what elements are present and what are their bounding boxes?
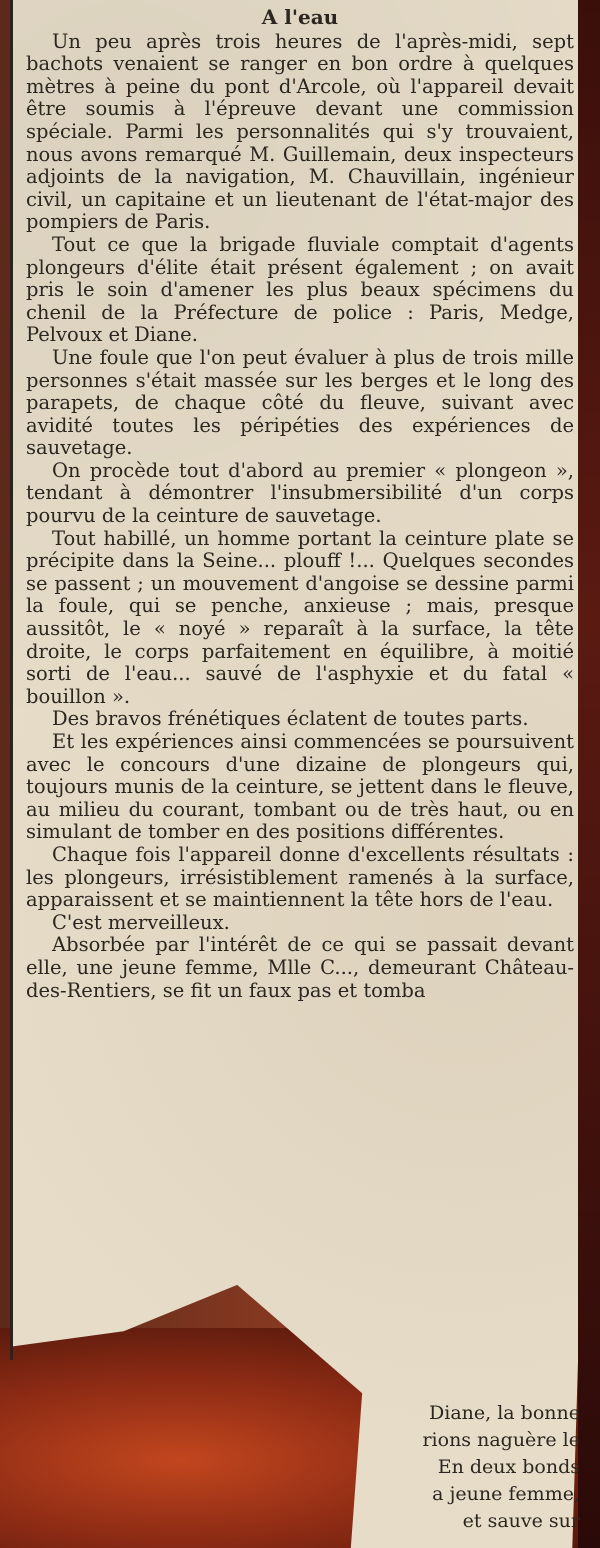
paragraph: Une foule que l'on peut évaluer à plus de trois mille personnes s'était massée sur les berges et le long des parapets, de chaque côté du fleuve, suivant avec avidité toutes les péripéties des expériences de sauvetage.: [26, 345, 574, 460]
fragment-line: Diane, la bonne: [429, 1402, 580, 1424]
paragraph: Tout habillé, un homme portant la ceinture plate se précipite dans la Seine... plouff !... Quelques secondes se passent ; un mouvement d'angoise se dessine parmi la foule, qui se penche, anxieuse ; mais, presque aussitôt, le « noyé » reparaît à la surface, la tête droite, le corps parfaitement en équilibre, à moitié sorti de l'eau... sauvé de l'asphyxie et du fatal « bouillon ».: [26, 526, 574, 708]
fragment-line: rions naguère le: [422, 1429, 580, 1451]
article-body: [26, 6, 574, 1002]
paragraph: Des bravos frénétiques éclatent de toutes parts.: [52, 707, 529, 731]
paragraph: C'est merveilleux.: [52, 910, 230, 934]
fragment-line: et sauve sur: [462, 1510, 580, 1532]
fragment-line: En deux bonds: [437, 1456, 580, 1478]
paragraph: Absorbée par l'intérêt de ce qui se passait devant elle, une jeune femme, Mlle C..., demeurant Château-des-Rentiers, se fit un faux pas et tomba: [26, 933, 574, 1002]
paragraph: Chaque fois l'appareil donne d'excellents résultats : les plongeurs, irrésistiblement ramenés à la surface, apparaissent et se maintiennent la tête hors de l'eau.: [26, 842, 574, 912]
paragraph: Un peu après trois heures de l'après-midi, sept bachots venaient se ranger en bon ordre à quelques mètres à peine du pont d'Arcole, où l'appareil devait être soumis à l'épreuve devant une commission spéciale. Parmi les personnalités qui s'y trouvaient, nous avons remarqué M. Guillemain, deux inspecteurs adjoints de la navigation, M. Chauvillain, ingénieur civil, un capitaine et un lieutenant de l'état-major des pompiers de Paris.: [26, 29, 574, 234]
fragment-line: a jeune femme,: [432, 1483, 580, 1505]
column-rule: [10, 0, 13, 1360]
article-title: A l'eau: [261, 5, 339, 29]
frame-edge: [578, 0, 600, 1548]
paragraph: Et les expériences ainsi commencées se poursuivent avec le concours d'une dizaine de plongeurs qui, toujours munis de la ceinture, se jettent dans le fleuve, au milieu du courant, tombant ou de très haut, ou en simulant de tomber en des positions différentes.: [26, 730, 574, 844]
torn-fragment-text: [380, 1400, 580, 1535]
paragraph: On procède tout d'abord au premier « plongeon », tendant à démontrer l'insubmersibilité d'un corps pourvu de la ceinture de sauvetage.: [26, 458, 574, 528]
paragraph: Tout ce que la brigade fluviale comptait d'agents plongeurs d'élite était présent également ; on avait pris le soin d'amener les plus beaux spécimens du chenil de la Préfecture de police : Paris, Medge, Pelvoux et Diane.: [26, 232, 574, 347]
